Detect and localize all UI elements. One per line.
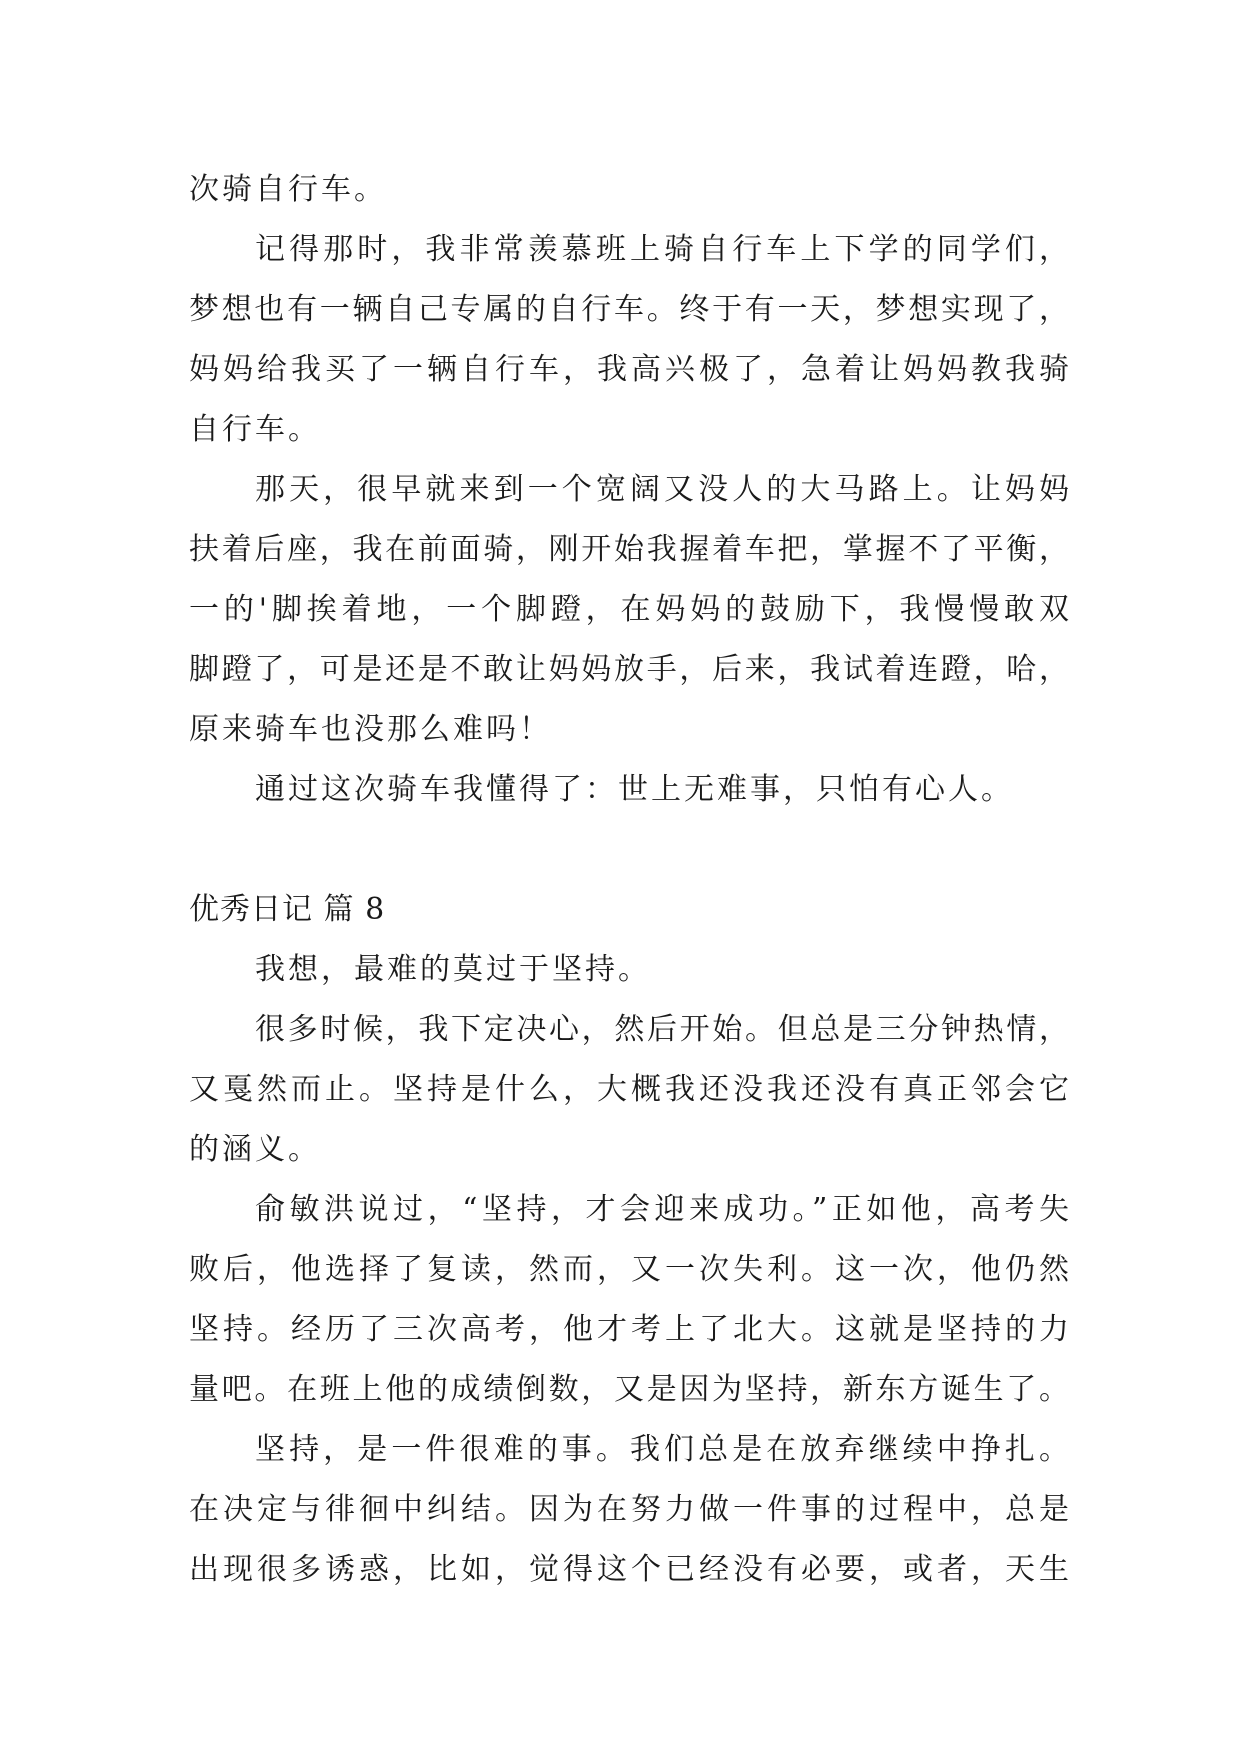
paragraph-line: 扶着后座，我在前面骑，刚开始我握着车把，掌握不了平衡， bbox=[189, 532, 1069, 567]
paragraph-continuation: 次骑自行车。 bbox=[189, 172, 387, 207]
paragraph-line: 败后，他选择了复读，然而，又一次失利。这一次，他仍然 bbox=[189, 1252, 1069, 1287]
section-heading: 优秀日记 篇 8 bbox=[189, 892, 386, 927]
paragraph-line: 梦想也有一辆自己专属的自行车。终于有一天，梦想实现了， bbox=[189, 292, 1069, 327]
paragraph-line: 那天，很早就来到一个宽阔又没人的大马路上。让妈妈 bbox=[255, 472, 1069, 507]
paragraph-line: 的涵义。 bbox=[189, 1132, 321, 1167]
paragraph-line: 自行车。 bbox=[189, 412, 321, 447]
paragraph-line: 记得那时，我非常羡慕班上骑自行车上下学的同学们， bbox=[255, 232, 1069, 267]
paragraph-line: 一的'脚挨着地，一个脚蹬，在妈妈的鼓励下，我慢慢敢双 bbox=[189, 592, 1069, 627]
paragraph-line: 坚持，是一件很难的事。我们总是在放弃继续中挣扎。 bbox=[255, 1432, 1069, 1467]
paragraph-line: 在决定与徘徊中纠结。因为在努力做一件事的过程中，总是 bbox=[189, 1492, 1069, 1527]
paragraph-line: 很多时候，我下定决心，然后开始。但总是三分钟热情， bbox=[255, 1012, 1069, 1047]
paragraph-line: 妈妈给我买了一辆自行车，我高兴极了，急着让妈妈教我骑 bbox=[189, 352, 1069, 387]
paragraph-line: 坚持。经历了三次高考，他才考上了北大。这就是坚持的力 bbox=[189, 1312, 1069, 1347]
paragraph-line: 量吧。在班上他的成绩倒数，又是因为坚持，新东方诞生了。 bbox=[189, 1372, 1069, 1407]
paragraph-line: 又戛然而止。坚持是什么，大概我还没我还没有真正邻会它 bbox=[189, 1072, 1069, 1107]
paragraph-line: 俞敏洪说过，“坚持，才会迎来成功。”正如他，高考失 bbox=[255, 1192, 1069, 1227]
paragraph-line: 脚蹬了，可是还是不敢让妈妈放手，后来，我试着连蹬，哈， bbox=[189, 652, 1069, 687]
paragraph-line: 我想，最难的莫过于坚持。 bbox=[255, 952, 651, 987]
paragraph-line: 原来骑车也没那么难吗！ bbox=[189, 712, 552, 747]
paragraph-line: 通过这次骑车我懂得了：世上无难事，只怕有心人。 bbox=[255, 772, 1014, 807]
paragraph-line: 出现很多诱惑，比如，觉得这个已经没有必要，或者，天生 bbox=[189, 1552, 1069, 1587]
